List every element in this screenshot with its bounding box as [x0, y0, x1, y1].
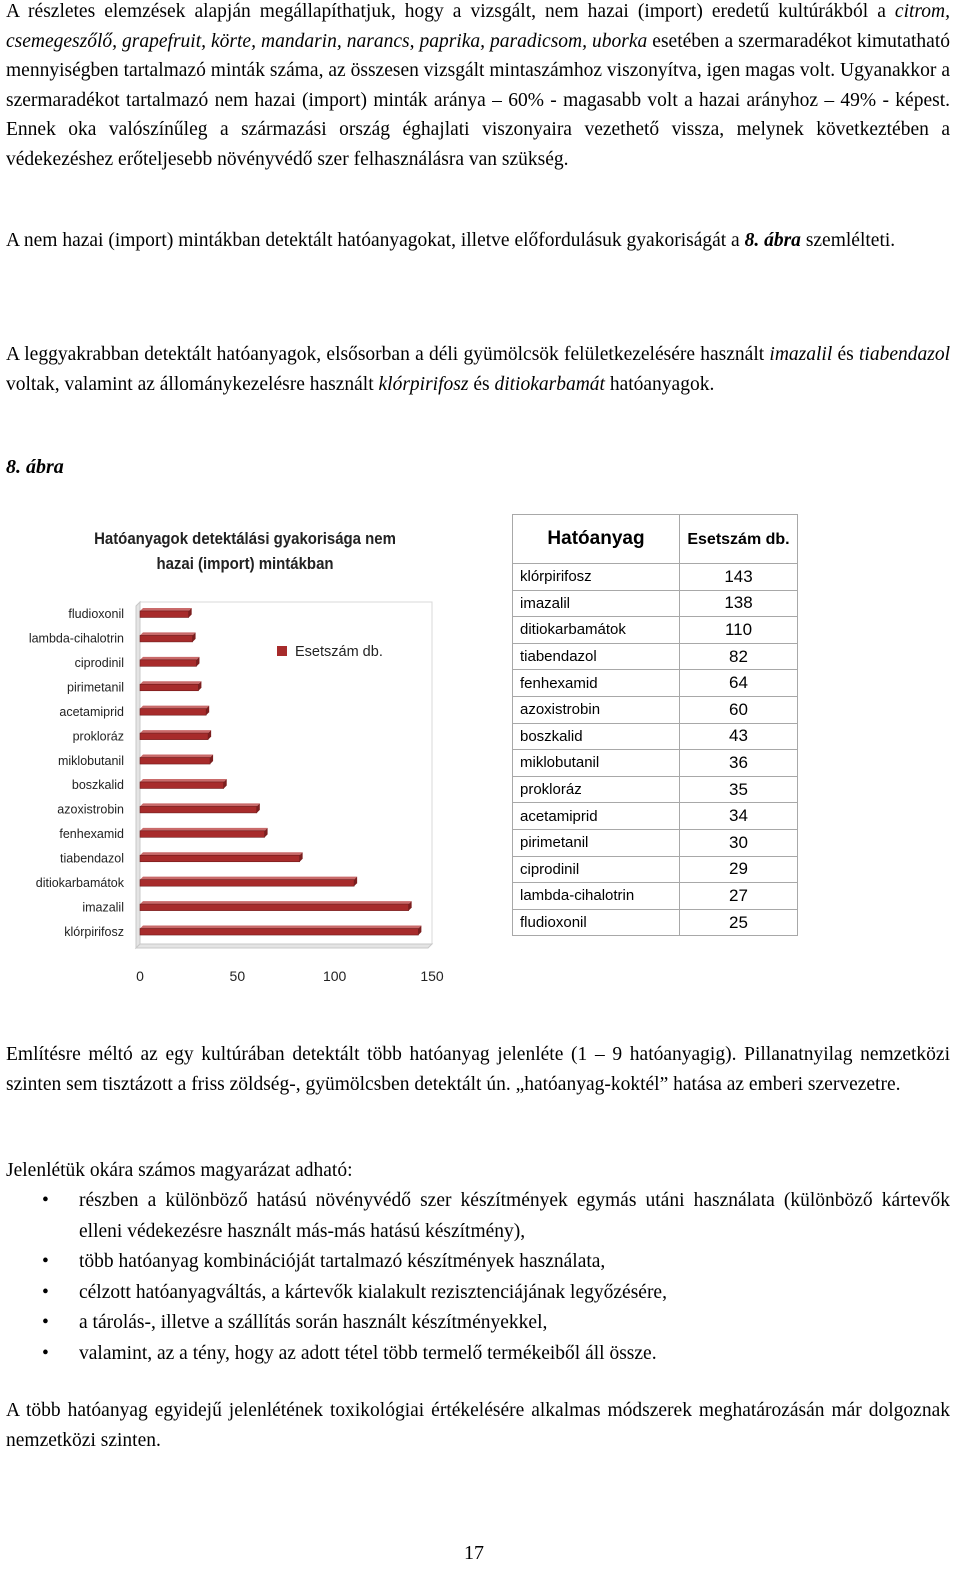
intro-paragraph: [6, 0, 950, 174]
bar: [140, 635, 193, 641]
freq-text-3: voltak, valamint az állománykezelésre használt: [6, 373, 379, 395]
table-cell-substance: lambda-cihalotrin: [513, 883, 680, 910]
intro-crops-italic: citrom, csemegeszőlő, grapefruit, körte, mandarin, narancs, paprika, paradicsom, uborka: [6, 1, 950, 52]
category-label: fenhexamid: [59, 827, 124, 842]
figure-caption: 8. ábra: [6, 456, 64, 478]
table-cell-substance: klórpirifosz: [513, 564, 680, 591]
list-item-text: több hatóanyag kombinációját tartalmazó készítmények használata,: [79, 1251, 606, 1272]
legend-swatch: [277, 646, 287, 656]
table-cell-substance: miklobutanil: [513, 750, 680, 777]
table-cell-substance: ditiokarbamátok: [513, 617, 680, 644]
table-cell-count: 34: [680, 803, 798, 830]
table-cell-count: 35: [680, 776, 798, 803]
category-label: klórpirifosz: [64, 924, 124, 939]
table-row: [513, 856, 798, 883]
x-tick-label: 0: [136, 968, 144, 984]
category-label: ciprodinil: [74, 656, 124, 671]
legend-label: Esetszám db.: [295, 644, 383, 660]
table-row: [513, 909, 798, 936]
x-tick-label: 100: [322, 968, 347, 984]
chart-title: Hatóanyagok detektálási gyakorisága nem hazai (import) mintákban: [94, 529, 396, 573]
bar-top-face: [140, 779, 227, 782]
category-label: lambda-cihalotrin: [28, 631, 124, 646]
category-label: fludioxonil: [68, 607, 124, 622]
category-label: tiabendazol: [60, 851, 124, 866]
x-tick-label: 150: [420, 968, 444, 984]
list-item-text: célzott hatóanyagváltás, a kártevők kialakult rezisztenciájának legyőzésére,: [79, 1281, 667, 1303]
bar: [140, 611, 189, 618]
table-row: [513, 829, 798, 856]
bar: [140, 684, 198, 691]
intro-text-2: esetében a szermaradékot kimutatható mennyiségben tartalmazó minták száma, az összesen vizsgált mintaszámhoz viszonyítva, igen magas volt. Ugyanakkor a szermaradékot tartalmazó nem hazai (import) minták aránya – 60% - magasabb volt a hazai arányhoz – 49% - képest. Ennek oka valószínűleg a származási ország éghajlati viszonyaira vezethető vissza, melynek következtében a védekezéshez erőteljesebb növényvédő szer felhasználásra van szükség.: [6, 30, 950, 170]
ref-text-2: szemlélteti.: [800, 230, 896, 251]
freq-text-1: A leggyakrabban detektált hatóanyagok, elsősorban a déli gyümölcsök felületkezelésére használt: [6, 344, 770, 365]
list-item: [6, 1339, 950, 1370]
table-cell-substance: pirimetanil: [513, 829, 680, 856]
table-cell-substance: fludioxonil: [513, 909, 680, 936]
bar: [140, 929, 418, 936]
table-row: [513, 670, 798, 697]
bar-top-face: [140, 926, 421, 929]
bar-top-face: [140, 730, 211, 733]
plot-floor: [136, 944, 432, 948]
freq-text-2: és: [832, 344, 859, 365]
table-row: [513, 723, 798, 750]
table-cell-count: 43: [680, 723, 798, 750]
table-row: [513, 803, 798, 830]
table-cell-substance: acetamiprid: [513, 803, 680, 830]
bar: [140, 660, 196, 667]
list-item-text: a tárolás-, illetve a szállítás során használt készítményekkel,: [79, 1312, 548, 1333]
table-header-substance: Hatóanyag: [513, 515, 680, 564]
bar-top-face: [140, 901, 412, 904]
list-item: [6, 1186, 950, 1247]
bar: [140, 880, 354, 887]
bar-top-face: [140, 828, 268, 831]
frequent-substances-paragraph: [6, 340, 950, 399]
category-label: ditiokarbamátok: [35, 875, 124, 890]
freq-italic-imazalil: imazalil: [769, 344, 833, 365]
bullet-icon: •: [42, 1312, 49, 1333]
table-cell-count: 138: [680, 590, 798, 617]
bar: [140, 806, 257, 813]
list-item: [6, 1247, 950, 1278]
table-cell-substance: azoxistrobin: [513, 696, 680, 723]
table-row: [513, 776, 798, 803]
bar-top-face: [140, 608, 192, 611]
figure-ref-link: 8. ábra: [744, 230, 801, 251]
table-cell-substance: prokloráz: [513, 776, 680, 803]
table-cell-substance: tiabendazol: [513, 643, 680, 670]
bar: [140, 758, 210, 765]
bar-top-face: [140, 877, 357, 880]
bullet-icon: •: [42, 1342, 49, 1364]
bullet-icon: •: [42, 1190, 49, 1211]
freq-italic-tiabendazol: tiabendazol: [859, 344, 950, 365]
ref-text-1: A nem hazai (import) mintákban detektált hatóanyagokat, illetve előfordulásuk gyakoriságát a: [6, 230, 745, 251]
figure-reference-paragraph: [6, 226, 950, 256]
bar: [140, 831, 265, 838]
bar: [140, 733, 208, 740]
category-label: miklobutanil: [57, 753, 124, 768]
category-label: imazalil: [82, 900, 124, 915]
x-tick-label: 50: [229, 968, 246, 984]
table-cell-count: 64: [680, 670, 798, 697]
bar-top-face: [140, 681, 201, 684]
bar: [140, 782, 224, 789]
freq-text-4: és: [468, 373, 495, 395]
bullet-icon: •: [42, 1251, 49, 1272]
list-item: [6, 1278, 950, 1309]
bar-top-face: [140, 803, 260, 806]
bar-top-face: [140, 657, 199, 660]
list-item-text: részben a különböző hatású növényvédő szer készítmények egymás utáni használata (különböző kártevők elleni védekezésre használt más-más hatású készítmény),: [79, 1190, 950, 1242]
table-cell-substance: ciprodinil: [513, 856, 680, 883]
table-cell-count: 36: [680, 750, 798, 777]
reasons-list: [6, 1186, 950, 1369]
category-label: prokloráz: [72, 729, 124, 744]
freq-text-5: hatóanyagok.: [604, 373, 715, 395]
table-row: [513, 564, 798, 591]
table-cell-substance: boszkalid: [513, 723, 680, 750]
bar-chart-svg: [20, 512, 450, 1002]
freq-italic-ditiokarbamat: ditiokarbamát: [494, 373, 605, 395]
page-number: 17: [464, 1542, 484, 1564]
bar: [140, 904, 409, 911]
table-header-row: [513, 515, 798, 564]
list-item: [6, 1308, 950, 1339]
bar-top-face: [140, 632, 196, 635]
table-row: [513, 696, 798, 723]
reasons-intro: Jelenlétük okára számos magyarázat adható:: [6, 1160, 353, 1181]
table-cell-substance: fenhexamid: [513, 670, 680, 697]
frequency-table: [512, 514, 798, 936]
table-cell-count: 27: [680, 883, 798, 910]
table-cell-count: 29: [680, 856, 798, 883]
table-cell-substance: imazalil: [513, 590, 680, 617]
category-label: azoxistrobin: [57, 802, 124, 817]
table-row: [513, 590, 798, 617]
category-label: acetamiprid: [59, 704, 124, 719]
bar-top-face: [140, 755, 213, 758]
table-cell-count: 143: [680, 564, 798, 591]
freq-italic-klorpirifosz: klórpirifosz: [378, 373, 469, 395]
table-cell-count: 25: [680, 909, 798, 936]
table-row: [513, 883, 798, 910]
table-header-count: Esetszám db.: [680, 515, 798, 564]
table-cell-count: 30: [680, 829, 798, 856]
closing-paragraph: A több hatóanyag egyidejű jelenlétének toxikológiai értékelésére alkalmas módszerek meghatározásán már dolgoznak nemzetközi szinten.: [6, 1400, 950, 1451]
table-cell-count: 110: [680, 617, 798, 644]
intro-text-1: A részletes elemzések alapján megállapíthatjuk, hogy a vizsgált, nem hazai (import) eredetű kultúrákból a: [6, 1, 895, 22]
bar: [140, 855, 300, 862]
table-cell-count: 60: [680, 696, 798, 723]
cocktail-paragraph: Említésre méltó az egy kultúrában detektált több hatóanyag jelenléte (1 – 9 hatóanyagig). Pillanatnyilag nemzetközi szinten sem tisztázott a friss zöldség-, gyümölcsben detektált ún. „hatóanyag-koktél” hatása az emberi szervezetre.: [6, 1044, 950, 1095]
category-label: boszkalid: [71, 778, 124, 793]
list-item-text: valamint, az a tény, hogy az adott tétel több termelő termékeiből áll össze.: [79, 1342, 657, 1364]
table-row: [513, 617, 798, 644]
plot-side-wall: [136, 602, 140, 948]
table-row: [513, 643, 798, 670]
bar-top-face: [140, 852, 303, 855]
table-cell-count: 82: [680, 643, 798, 670]
bar-chart: [20, 512, 450, 1002]
category-label: pirimetanil: [67, 680, 124, 695]
bullet-icon: •: [42, 1281, 49, 1303]
bar: [140, 709, 206, 716]
table-row: [513, 750, 798, 777]
bar-top-face: [140, 706, 209, 709]
